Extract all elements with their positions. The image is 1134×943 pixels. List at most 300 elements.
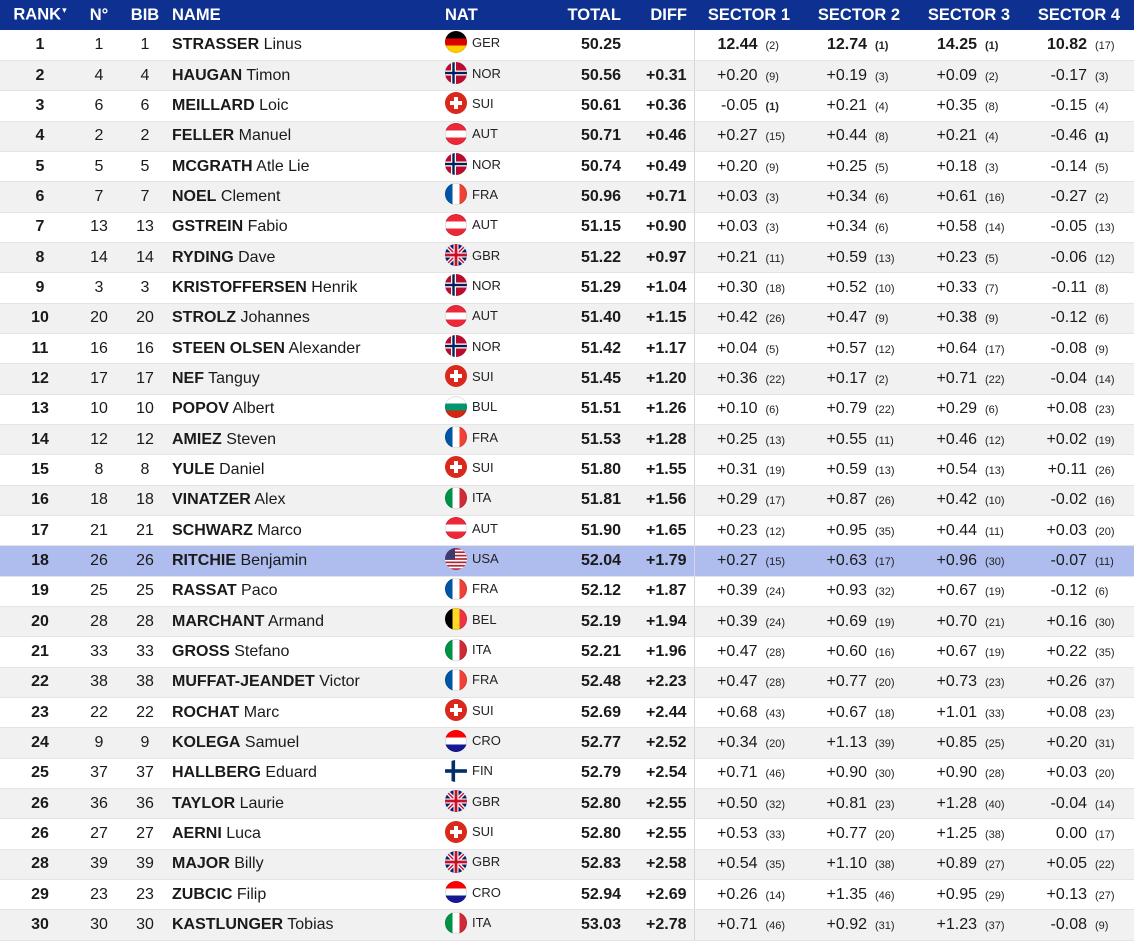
table-row[interactable] <box>0 698 1134 728</box>
bib-cell: 30 <box>118 910 172 940</box>
sector-time: +0.25 <box>717 430 758 448</box>
sector-rank: (16) <box>875 647 895 660</box>
sector-time: +0.71 <box>936 369 977 387</box>
nation-code: GBR <box>472 793 501 809</box>
sector-time: +0.96 <box>936 552 977 570</box>
sector3-cell <box>914 182 1024 212</box>
nation-cell <box>445 789 549 819</box>
table-row[interactable] <box>0 546 1134 576</box>
table-row[interactable] <box>0 667 1134 697</box>
sector-rank: (38) <box>985 829 1005 842</box>
sector-rank: (2) <box>1095 191 1109 204</box>
table-row[interactable] <box>0 333 1134 363</box>
nor-flag-icon <box>445 62 467 84</box>
sector-rank: (37) <box>1095 677 1115 690</box>
sector-rank: (20) <box>875 677 895 690</box>
rank-cell: 1 <box>0 30 80 60</box>
first-name: Clement <box>220 187 281 205</box>
sector-rank: (43) <box>765 707 786 720</box>
total-header[interactable]: TOTAL <box>567 5 621 24</box>
sector-rank: (46) <box>765 920 786 933</box>
athlete-name[interactable] <box>172 455 445 485</box>
athlete-name[interactable] <box>172 364 445 394</box>
rank-cell: 15 <box>0 455 80 485</box>
gbr-flag-icon <box>445 244 467 266</box>
sector4-cell <box>1024 910 1134 940</box>
sector2-cell <box>804 455 914 485</box>
bib-cell: 38 <box>118 667 172 697</box>
sector-time: -0.27 <box>1050 187 1087 205</box>
sector-time: -0.04 <box>1050 369 1087 387</box>
rank-cell: 26 <box>0 819 80 849</box>
no-cell: 38 <box>80 667 118 697</box>
athlete-name[interactable] <box>172 424 445 454</box>
sector-time: +1.13 <box>826 734 867 752</box>
sector3-cell <box>914 364 1024 394</box>
sector4-header[interactable]: SECTOR 4 <box>1037 5 1121 24</box>
table-row[interactable] <box>0 60 1134 90</box>
nor-flag-icon <box>445 274 467 296</box>
sector-rank: (46) <box>875 889 895 902</box>
sector-rank: (3) <box>985 161 999 174</box>
sector-time: +0.59 <box>826 248 867 266</box>
diff-header[interactable]: DIFF <box>650 5 687 24</box>
athlete-name[interactable] <box>172 880 445 910</box>
sector3-cell <box>914 455 1024 485</box>
sector3-cell <box>914 576 1024 606</box>
sector-time: +0.69 <box>826 612 867 630</box>
sector1-cell <box>694 30 804 60</box>
sector-time: +0.11 <box>1047 460 1087 478</box>
sector3-cell <box>914 273 1024 303</box>
no-cell: 33 <box>80 637 118 667</box>
athlete-name[interactable] <box>172 819 445 849</box>
sector-time: 12.44 <box>717 35 758 53</box>
sector4-cell <box>1024 121 1134 151</box>
no-cell: 27 <box>80 819 118 849</box>
sector-time: +0.53 <box>717 825 758 843</box>
athlete-name[interactable] <box>172 242 445 272</box>
sector-time: +0.34 <box>826 218 867 236</box>
last-name: YULE <box>172 460 215 478</box>
last-name: TAYLOR <box>172 794 236 812</box>
diff-cell: +1.56 <box>627 485 694 515</box>
bib-cell: 23 <box>118 880 172 910</box>
diff-cell: +0.90 <box>627 212 694 242</box>
nation-cell <box>445 880 549 910</box>
total-cell: 52.21 <box>549 637 627 667</box>
sector-time: +0.29 <box>936 400 977 418</box>
last-name: MAJOR <box>172 855 230 873</box>
table-row[interactable] <box>0 516 1134 546</box>
sector-time: +0.38 <box>936 309 977 327</box>
sector-time: 14.25 <box>936 35 977 53</box>
athlete-name[interactable] <box>172 849 445 879</box>
sector-time: +0.25 <box>826 157 867 175</box>
nation-cell <box>445 212 549 242</box>
sector-time: -0.46 <box>1050 127 1087 145</box>
table-row[interactable] <box>0 485 1134 515</box>
sector-time: +0.21 <box>936 127 977 145</box>
last-name: STEEN OLSEN <box>172 339 285 357</box>
last-name: MUFFAT-JEANDET <box>172 673 315 691</box>
bib-cell: 17 <box>118 364 172 394</box>
first-name: Albert <box>232 400 275 418</box>
sector-rank: (2) <box>875 373 889 386</box>
sector-time: +0.21 <box>826 96 867 114</box>
sector1-cell <box>694 789 804 819</box>
nor-flag-icon <box>445 153 467 175</box>
table-row[interactable] <box>0 424 1134 454</box>
total-cell: 51.22 <box>549 242 627 272</box>
sector4-cell <box>1024 758 1134 788</box>
athlete-name[interactable] <box>172 60 445 90</box>
first-name: Filip <box>236 885 267 903</box>
total-cell: 52.77 <box>549 728 627 758</box>
table-row[interactable] <box>0 637 1134 667</box>
sector3-header[interactable]: SECTOR 3 <box>927 5 1011 24</box>
aut-flag-icon <box>445 214 467 236</box>
last-name: AMIEZ <box>172 430 222 448</box>
athlete-name[interactable] <box>172 333 445 363</box>
sector-rank: (12) <box>985 434 1005 447</box>
sector1-cell <box>694 455 804 485</box>
sector1-cell <box>694 516 804 546</box>
sector2-cell <box>804 637 914 667</box>
sector1-cell <box>694 91 804 121</box>
athlete-name[interactable] <box>172 728 445 758</box>
nation-cell <box>445 121 549 151</box>
sector4-cell <box>1024 394 1134 424</box>
table-row[interactable] <box>0 910 1134 940</box>
bib-cell: 8 <box>118 455 172 485</box>
last-name: FELLER <box>172 127 235 145</box>
no-cell: 14 <box>80 242 118 272</box>
diff-cell: +1.17 <box>627 333 694 363</box>
sector-rank: (25) <box>985 738 1005 751</box>
sector4-cell <box>1024 182 1134 212</box>
sector-rank: (13) <box>1095 222 1115 235</box>
table-row[interactable] <box>0 91 1134 121</box>
no-cell: 26 <box>80 546 118 576</box>
table-row[interactable] <box>0 151 1134 181</box>
sector-rank: (23) <box>985 677 1005 690</box>
table-row[interactable] <box>0 576 1134 606</box>
table-row[interactable] <box>0 880 1134 910</box>
sector-rank: (24) <box>765 616 786 629</box>
sector-rank: (19) <box>1095 434 1115 447</box>
table-row[interactable] <box>0 394 1134 424</box>
sector2-cell <box>804 30 914 60</box>
aut-flag-icon <box>445 517 467 539</box>
sector2-cell <box>804 485 914 515</box>
athlete-name[interactable] <box>172 91 445 121</box>
sector-time: -0.12 <box>1050 309 1087 327</box>
rank-cell: 11 <box>0 333 80 363</box>
sector-rank: (32) <box>765 798 786 811</box>
bib-cell: 33 <box>118 637 172 667</box>
sector-rank: (14) <box>1095 798 1115 811</box>
nation-code: FRA <box>472 672 498 688</box>
sector-rank: (1) <box>875 39 889 52</box>
nation-cell <box>445 637 549 667</box>
sector1-cell <box>694 880 804 910</box>
sector-rank: (22) <box>765 373 786 386</box>
gbr-flag-icon <box>445 851 467 873</box>
nation-code: USA <box>472 551 499 567</box>
nation-cell <box>445 455 549 485</box>
sector-time: +1.28 <box>936 794 977 812</box>
name-header[interactable]: NAME <box>172 5 221 24</box>
no-cell: 21 <box>80 516 118 546</box>
athlete-name[interactable] <box>172 182 445 212</box>
sector-time: +0.23 <box>717 521 758 539</box>
athlete-name[interactable] <box>172 637 445 667</box>
athlete-name[interactable] <box>172 698 445 728</box>
sector2-cell <box>804 364 914 394</box>
sector-rank: (6) <box>985 404 999 417</box>
athlete-name[interactable] <box>172 394 445 424</box>
rank-cell: 25 <box>0 758 80 788</box>
sector4-cell <box>1024 364 1134 394</box>
sector2-cell <box>804 516 914 546</box>
table-row[interactable] <box>0 819 1134 849</box>
sector-time: +0.60 <box>826 643 867 661</box>
sui-flag-icon <box>445 92 467 114</box>
total-cell: 52.80 <box>549 819 627 849</box>
fin-flag-icon <box>445 760 467 782</box>
nation-code: BUL <box>472 399 498 415</box>
nation-code: CRO <box>472 884 501 900</box>
sector-time: +0.93 <box>826 582 867 600</box>
rank-cell: 22 <box>0 667 80 697</box>
total-cell: 50.74 <box>549 151 627 181</box>
total-cell: 51.29 <box>549 273 627 303</box>
sector-rank: (8) <box>1095 282 1109 295</box>
athlete-name[interactable] <box>172 273 445 303</box>
sector-time: +0.13 <box>1046 885 1087 903</box>
diff-cell: +0.97 <box>627 242 694 272</box>
last-name: KASTLUNGER <box>172 916 284 934</box>
sector1-cell <box>694 546 804 576</box>
sector-time: +0.34 <box>826 187 867 205</box>
sector-time: +0.39 <box>717 612 758 630</box>
athlete-name[interactable] <box>172 607 445 637</box>
athlete-name[interactable] <box>172 789 445 819</box>
sector-time: +1.01 <box>936 703 977 721</box>
athlete-name[interactable] <box>172 121 445 151</box>
sector-rank: (39) <box>875 738 895 751</box>
bib-cell: 5 <box>118 151 172 181</box>
sector-time: -0.08 <box>1050 916 1087 934</box>
nation-cell <box>445 728 549 758</box>
table-row[interactable] <box>0 212 1134 242</box>
diff-cell: +1.04 <box>627 273 694 303</box>
nor-flag-icon <box>445 335 467 357</box>
nation-cell <box>445 273 549 303</box>
table-row[interactable] <box>0 758 1134 788</box>
usa-flag-icon <box>445 548 467 570</box>
sector-time: +0.54 <box>717 855 758 873</box>
rank-header[interactable] <box>0 0 80 30</box>
nat-header[interactable]: NAT <box>445 5 478 24</box>
athlete-name[interactable] <box>172 303 445 333</box>
last-name: VINATZER <box>172 491 251 509</box>
sector1-cell <box>694 121 804 151</box>
athlete-name[interactable] <box>172 576 445 606</box>
sector2-cell <box>804 789 914 819</box>
first-name: Laurie <box>239 794 285 812</box>
sector2-cell <box>804 698 914 728</box>
table-row[interactable] <box>0 728 1134 758</box>
diff-cell: +2.54 <box>627 758 694 788</box>
sector1-cell <box>694 607 804 637</box>
table-row[interactable] <box>0 121 1134 151</box>
sector2-cell <box>804 849 914 879</box>
sector1-cell <box>694 819 804 849</box>
sector-rank: (6) <box>765 404 779 417</box>
sector1-header[interactable]: SECTOR 1 <box>707 5 791 24</box>
diff-cell: +1.28 <box>627 424 694 454</box>
last-name: RITCHIE <box>172 552 236 570</box>
sector-rank: (6) <box>875 222 889 235</box>
athlete-name[interactable] <box>172 30 445 60</box>
first-name: Marco <box>257 521 302 539</box>
sector2-cell <box>804 121 914 151</box>
athlete-name[interactable] <box>172 667 445 697</box>
athlete-name[interactable] <box>172 910 445 940</box>
athlete-name[interactable] <box>172 485 445 515</box>
sector1-cell <box>694 303 804 333</box>
nation-code: GBR <box>472 247 501 263</box>
sector-rank: (1) <box>1095 131 1109 144</box>
table-row[interactable] <box>0 242 1134 272</box>
no-cell: 16 <box>80 333 118 363</box>
no-header[interactable]: N° <box>89 5 109 24</box>
table-row[interactable] <box>0 30 1134 60</box>
diff-cell: +1.26 <box>627 394 694 424</box>
sector2-header[interactable]: SECTOR 2 <box>817 5 901 24</box>
athlete-name[interactable] <box>172 516 445 546</box>
first-name: Johannes <box>240 309 310 327</box>
athlete-name[interactable] <box>172 758 445 788</box>
diff-cell: +1.96 <box>627 637 694 667</box>
sector3-cell <box>914 516 1024 546</box>
first-name: Stefano <box>234 643 290 661</box>
sector-time: +0.57 <box>826 339 867 357</box>
diff-cell: +2.44 <box>627 698 694 728</box>
diff-cell: +0.71 <box>627 182 694 212</box>
last-name: KOLEGA <box>172 734 241 752</box>
sector-time: +0.19 <box>826 66 867 84</box>
sector-rank: (17) <box>985 343 1005 356</box>
sector-rank: (15) <box>765 556 786 569</box>
nation-cell <box>445 60 549 90</box>
no-cell: 6 <box>80 91 118 121</box>
rank-cell: 17 <box>0 516 80 546</box>
aut-flag-icon <box>445 123 467 145</box>
total-cell: 51.53 <box>549 424 627 454</box>
table-row[interactable] <box>0 455 1134 485</box>
sector-rank: (6) <box>1095 586 1109 599</box>
athlete-name[interactable] <box>172 212 445 242</box>
sector-rank: (18) <box>765 282 786 295</box>
sector4-cell <box>1024 91 1134 121</box>
sector-time: +0.71 <box>717 764 758 782</box>
sector3-cell <box>914 880 1024 910</box>
sector2-cell <box>804 576 914 606</box>
table-row[interactable] <box>0 273 1134 303</box>
sector2-cell <box>804 303 914 333</box>
last-name: AERNI <box>172 825 222 843</box>
athlete-name[interactable] <box>172 546 445 576</box>
sector-rank: (46) <box>765 768 786 781</box>
sector-time: +0.63 <box>826 552 867 570</box>
nation-code: NOR <box>472 338 501 354</box>
no-cell: 30 <box>80 910 118 940</box>
bib-header[interactable]: BIB <box>130 5 160 24</box>
no-cell: 22 <box>80 698 118 728</box>
sector-time: +0.26 <box>717 885 758 903</box>
sector-time: +0.39 <box>717 582 758 600</box>
table-row[interactable] <box>0 182 1134 212</box>
nation-cell <box>445 91 549 121</box>
last-name: ROCHAT <box>172 703 240 721</box>
sector-rank: (23) <box>1095 707 1115 720</box>
sector-time: +0.70 <box>936 612 977 630</box>
table-row[interactable] <box>0 364 1134 394</box>
sector4-cell <box>1024 880 1134 910</box>
sector-time: +0.10 <box>717 400 758 418</box>
rank-cell: 7 <box>0 212 80 242</box>
nation-code: AUT <box>472 126 498 142</box>
sector-rank: (14) <box>985 222 1005 235</box>
table-row[interactable] <box>0 607 1134 637</box>
gbr-flag-icon <box>445 790 467 812</box>
total-cell: 51.15 <box>549 212 627 242</box>
sector-rank: (40) <box>985 798 1005 811</box>
sector4-cell <box>1024 303 1134 333</box>
sector-time: +0.52 <box>826 278 867 296</box>
table-row[interactable] <box>0 789 1134 819</box>
sector-rank: (12) <box>765 525 786 538</box>
total-cell: 52.19 <box>549 607 627 637</box>
sector-rank: (20) <box>765 738 786 751</box>
athlete-name[interactable] <box>172 151 445 181</box>
sector-rank: (13) <box>765 434 786 447</box>
sector-rank: (17) <box>1095 829 1115 842</box>
sector-rank: (4) <box>1095 100 1109 113</box>
sector-rank: (1) <box>985 39 999 52</box>
sector4-cell <box>1024 516 1134 546</box>
sector-time: +0.85 <box>936 734 977 752</box>
table-row[interactable] <box>0 849 1134 879</box>
sector-rank: (33) <box>985 707 1005 720</box>
no-cell: 3 <box>80 273 118 303</box>
sector-time: +0.68 <box>717 703 758 721</box>
sector-time: -0.06 <box>1050 248 1087 266</box>
sector-time: +0.04 <box>717 339 758 357</box>
sector-time: +0.77 <box>826 825 867 843</box>
rank-cell: 20 <box>0 607 80 637</box>
sector-time: +0.64 <box>936 339 977 357</box>
rank-cell: 28 <box>0 849 80 879</box>
nation-cell <box>445 394 549 424</box>
sector-rank: (24) <box>765 586 786 599</box>
sector-rank: (31) <box>1095 738 1115 751</box>
total-cell: 51.90 <box>549 516 627 546</box>
table-row[interactable] <box>0 303 1134 333</box>
